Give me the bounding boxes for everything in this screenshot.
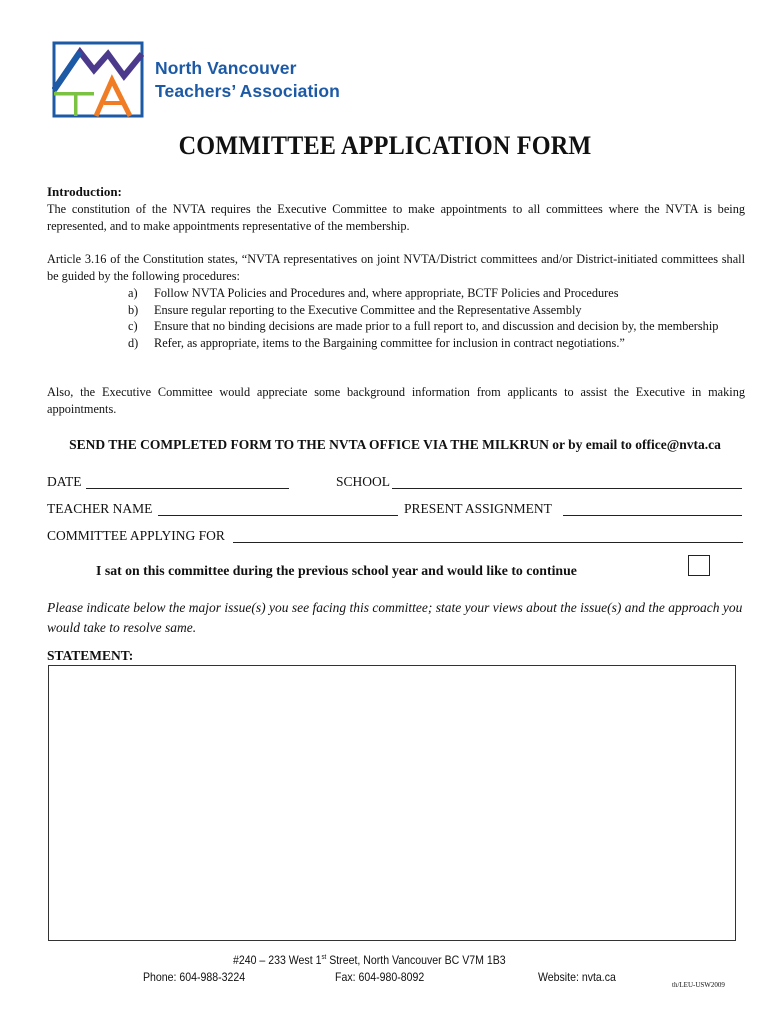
form-title: COMMITTEE APPLICATION FORM [178,131,592,160]
present-assignment-field[interactable] [563,515,742,516]
document-code: th/LEU-USW2009 [672,981,725,989]
intro-heading: Introduction: [47,184,122,199]
org-name-line2: Teachers’ Association [155,81,340,101]
list-item: c) Ensure that no binding decisions are made prior to a full report to, and discussion and decision by, the membership [128,319,719,333]
school-label: SCHOOL [336,474,391,489]
procedures-list [128,285,748,351]
footer-fax: Fax: 604-980-8092 [335,970,425,984]
continue-checkbox[interactable] [688,555,710,576]
committee-field[interactable] [233,542,743,543]
org-name-line1: North Vancouver [155,58,297,78]
statement-heading: STATEMENT: [47,648,134,663]
list-item: a) Follow NVTA Policies and Procedures and, where appropriate, BCTF Policies and Procedures [128,286,619,300]
list-item: b) Ensure regular reporting to the Executive Committee and the Representative Assembly [128,302,582,317]
statement-textarea[interactable] [48,665,736,941]
intro-paragraph-2: Article 3.16 of the Constitution states, “NVTA representatives on joint NVTA/District committees and/or District-initiated committees shall be guided by the following procedures: [47,252,745,283]
teacher-name-label: TEACHER NAME [47,501,153,516]
intro-paragraph-1: The constitution of the NVTA requires the Executive Committee to make appointments to all committees where the NVTA is being represented, and to make appointments representative of the membership. [47,202,745,233]
date-label: DATE [47,474,82,489]
continue-statement: I sat on this committee during the previous school year and would like to continue [96,563,577,578]
list-item: d) Refer, as appropriate, items to the Bargaining committee for inclusion in contract negotiations.” [128,335,625,350]
intro-paragraph-3: Also, the Executive Committee would appreciate some background information from applicants to assist the Executive in making appointments. [47,385,745,416]
present-assignment-label: PRESENT ASSIGNMENT [404,501,552,516]
date-field[interactable] [86,488,289,489]
footer-address: #240 – 233 West 1st Street, North Vancouver BC V7M 1B3 [233,953,506,967]
nvta-logo [52,40,144,118]
footer-website: Website: nvta.ca [538,970,616,984]
committee-label: COMMITTEE APPLYING FOR [47,528,225,543]
send-instruction: SEND THE COMPLETED FORM TO THE NVTA OFFICE VIA THE MILKRUN or by email to office@nvta.ca [69,437,721,452]
teacher-name-field[interactable] [158,515,398,516]
statement-instructions: Please indicate below the major issue(s) you see facing this committee; state your views about the issue(s) and the approach you would take to resolve same. [47,600,743,635]
footer-phone: Phone: 604-988-3224 [143,970,246,984]
school-field[interactable] [392,488,742,489]
